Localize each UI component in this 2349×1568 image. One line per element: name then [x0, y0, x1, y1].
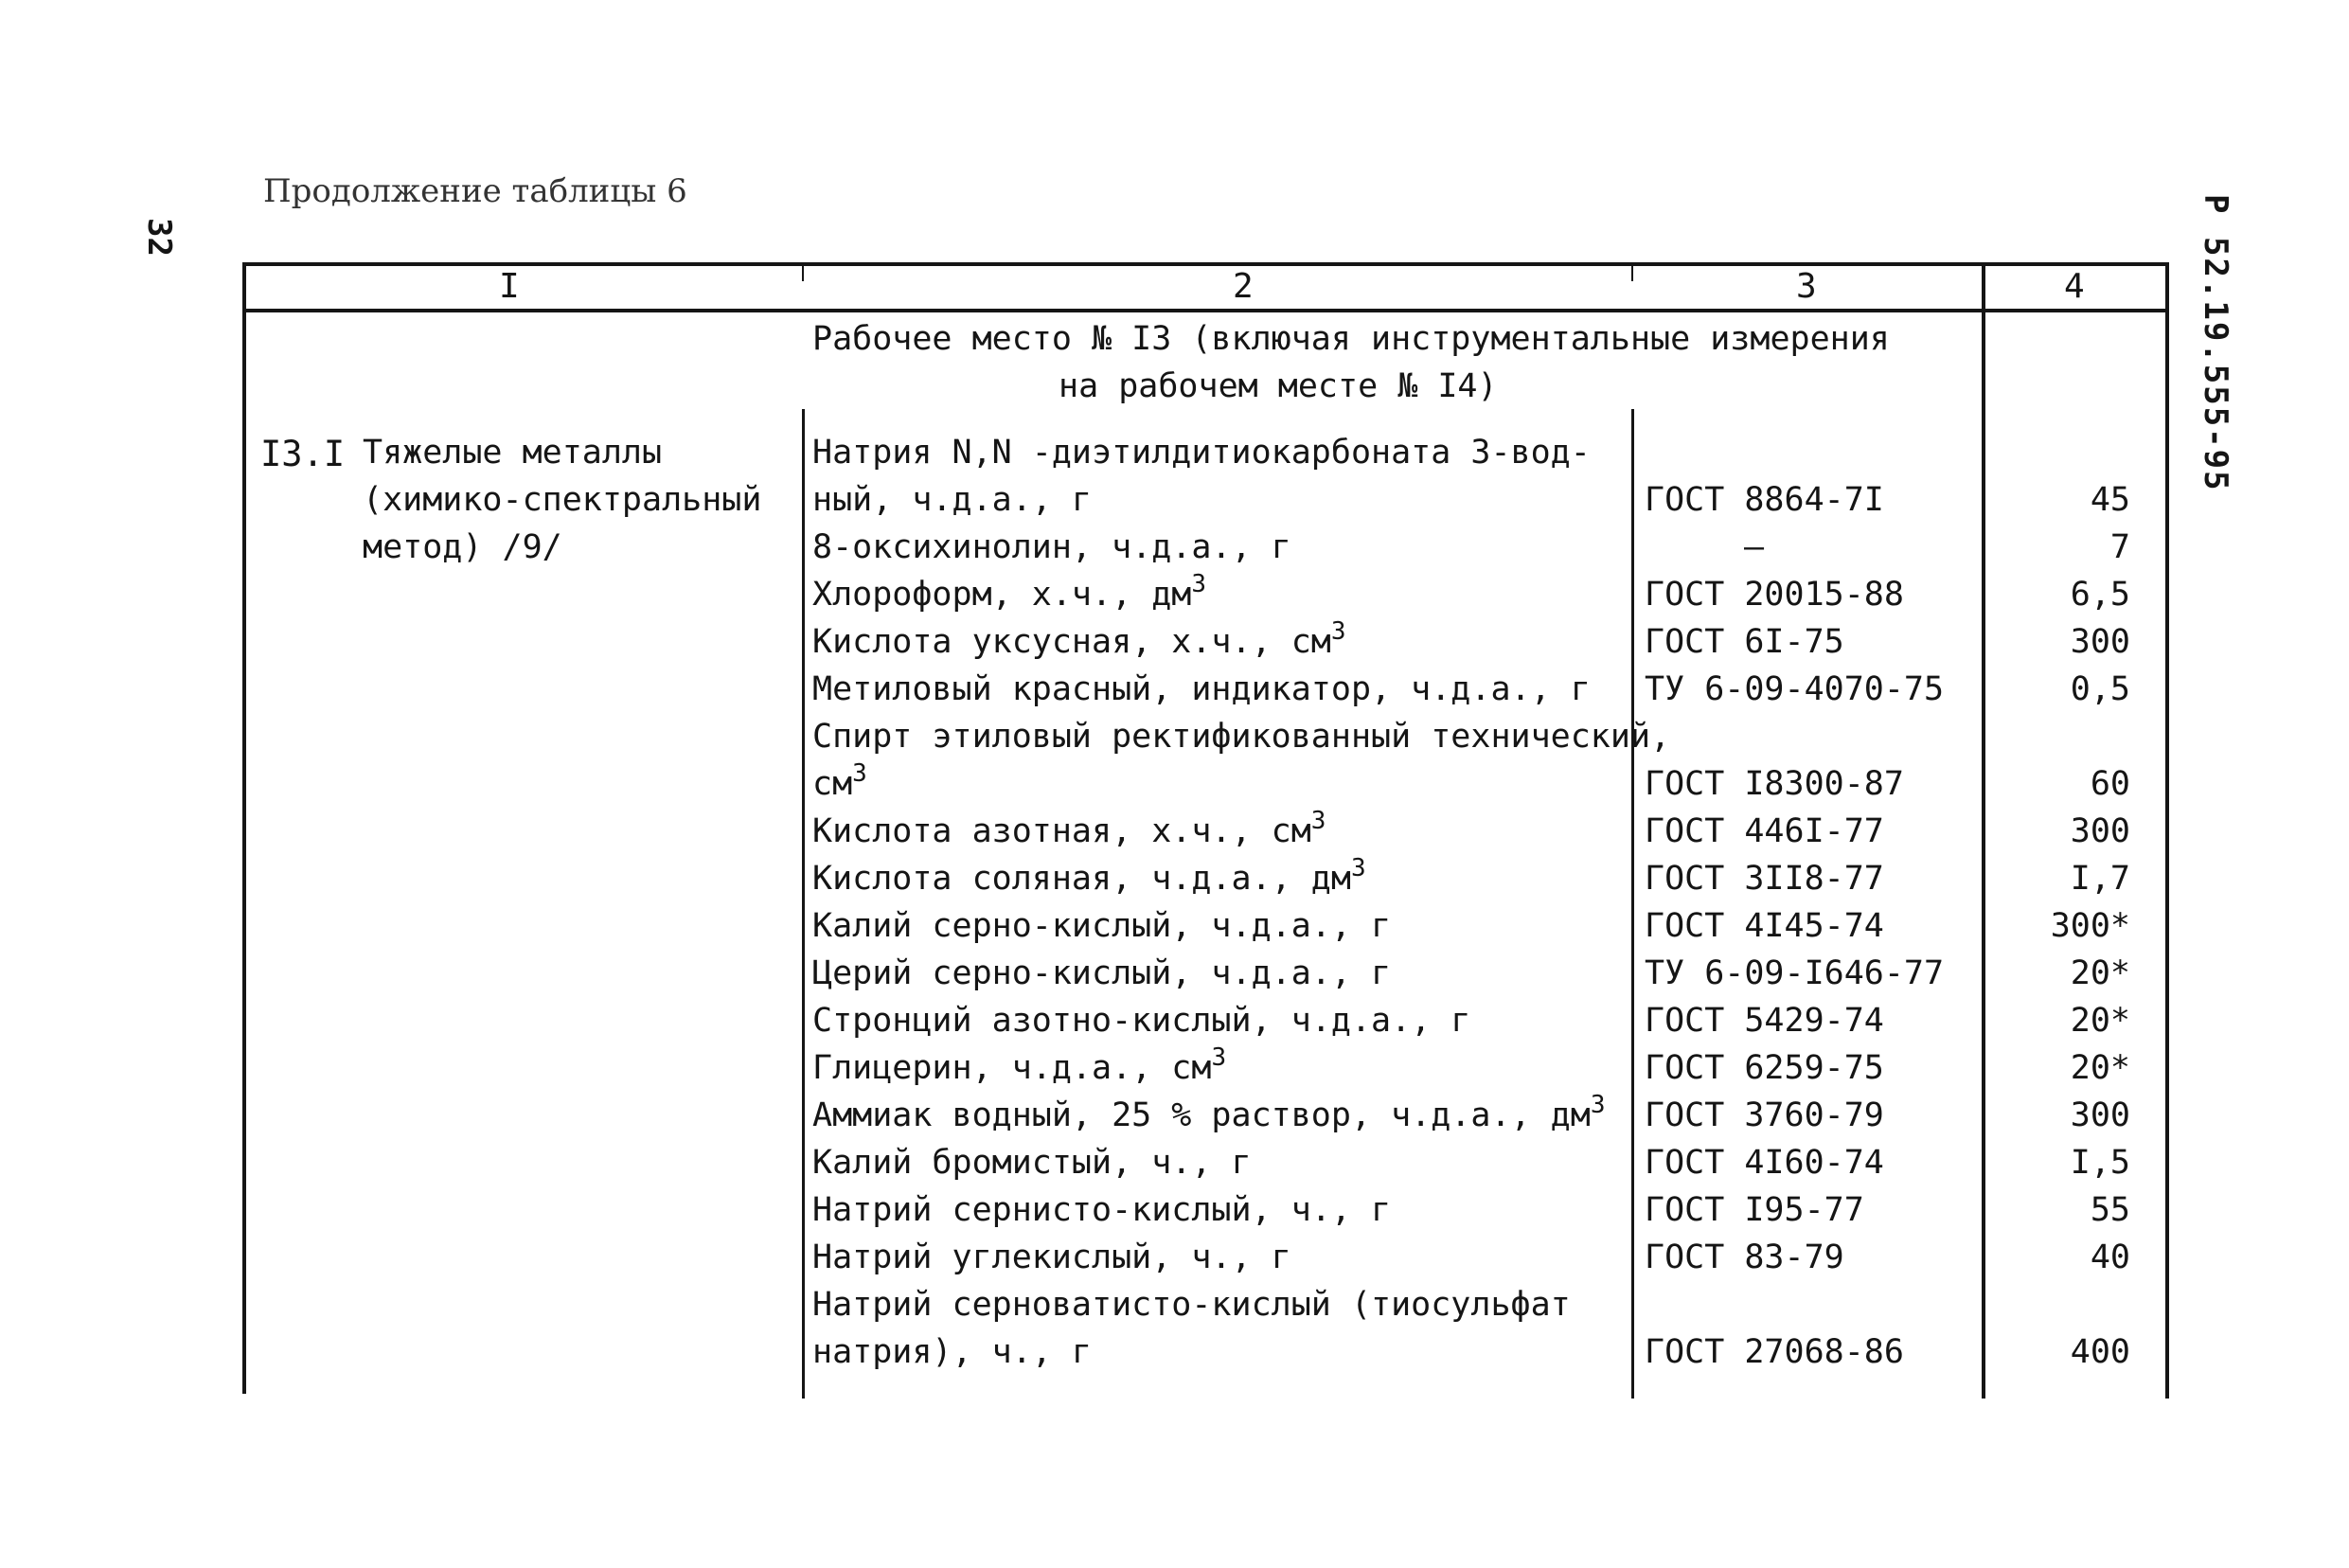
reagent-name-text: Натрий сернисто-кислый, ч., г	[812, 1191, 1392, 1229]
reagent-name	[812, 807, 1326, 850]
reagent-quantity: 20*	[2070, 1002, 2130, 1040]
section-heading-line-1: Рабочее место № I3 (включая инструментальные измерения	[812, 320, 1890, 358]
table-right-border	[2165, 262, 2169, 1399]
reagent-quantity: 0,5	[2070, 670, 2130, 708]
column-divider-2	[1631, 262, 1633, 281]
reagent-name-text: Аммиак водный, 25 % раствор, ч.д.а., дм	[812, 1096, 1591, 1134]
reagent-name	[812, 1144, 1252, 1182]
unit-exponent: 3	[1590, 1091, 1606, 1119]
reagent-standard: ГОСТ 6259-75	[1645, 1049, 1884, 1087]
reagent-name-text: Глицерин, ч.д.а., см	[812, 1049, 1212, 1087]
reagent-name	[812, 481, 1092, 519]
reagent-standard: ТУ 6-09-4070-75	[1645, 670, 1945, 708]
reagent-standard: ГОСТ 83-79	[1645, 1238, 1844, 1276]
header-bottom-border	[242, 309, 2169, 312]
reagent-standard: ГОСТ 3II8-77	[1645, 860, 1884, 898]
unit-exponent: 3	[852, 759, 867, 788]
header-col-3: 3	[1796, 267, 1817, 306]
reagent-name-text: 8-оксихинолин, ч.д.а., г	[812, 528, 1291, 566]
column-divider-1-body	[802, 409, 805, 1399]
reagent-quantity: 300*	[2050, 907, 2130, 945]
reagent-name-text: Хлороформ, х.ч., дм	[812, 576, 1192, 614]
reagent-name-text: Натрия N,N -диэтилдитиокарбоната 3-вод-	[812, 434, 1591, 472]
reagent-name-text: Кислота уксусная, х.ч., см	[812, 623, 1331, 661]
section-heading-line-2: на рабочем месте № I4)	[1059, 367, 1498, 405]
reagent-name	[812, 670, 1591, 708]
reagent-quantity: I,7	[2070, 860, 2130, 898]
reagent-standard: ГОСТ 20015-88	[1645, 576, 1904, 614]
header-col-2: 2	[1233, 267, 1254, 306]
reagent-standard: ГОСТ 8864-7I	[1645, 481, 1884, 519]
item-title-line-1: Тяжелые металлы	[363, 434, 663, 472]
reagent-name-text: Калий серно-кислый, ч.д.а., г	[812, 907, 1392, 945]
reagent-quantity: 6,5	[2070, 576, 2130, 614]
reagent-name	[812, 434, 1591, 472]
item-title-line-2: (химико-спектральный	[363, 481, 762, 519]
table-top-border	[242, 262, 2169, 266]
column-divider-1	[802, 262, 804, 281]
page-number: 32	[140, 218, 178, 257]
reagent-name-text: Кислота азотная, х.ч., см	[812, 812, 1311, 850]
reagent-name-text: Стронций азотно-кислый, ч.д.а., г	[812, 1002, 1471, 1040]
unit-exponent: 3	[1191, 570, 1207, 598]
reagent-standard: ГОСТ 5429-74	[1645, 1002, 1884, 1040]
reagent-standard: ГОСТ I8300-87	[1645, 765, 1904, 803]
reagent-quantity: 300	[2070, 1096, 2130, 1134]
reagent-name	[812, 1333, 1092, 1371]
reagent-standard: ГОСТ 27068-86	[1645, 1333, 1904, 1371]
reagent-quantity: 400	[2070, 1333, 2130, 1371]
table-caption: Продолжение таблицы 6	[263, 172, 687, 210]
reagent-standard: ГОСТ 4I60-74	[1645, 1144, 1884, 1182]
reagent-name	[812, 954, 1391, 992]
reagent-standard: ГОСТ 4I45-74	[1645, 907, 1884, 945]
reagent-name-text: Церий серно-кислый, ч.д.а., г	[812, 954, 1392, 992]
reagent-quantity: 60	[2090, 765, 2130, 803]
reagent-quantity: I,5	[2070, 1144, 2130, 1182]
column-divider-3	[1982, 262, 1985, 1399]
reagent-name	[812, 617, 1346, 661]
reagent-name	[812, 570, 1207, 614]
reagent-quantity: 20*	[2070, 954, 2130, 992]
unit-exponent: 3	[1330, 617, 1346, 646]
column-divider-2-body	[1631, 409, 1634, 1399]
reagent-name	[812, 854, 1366, 898]
reagent-name-text: ный, ч.д.а., г	[812, 481, 1093, 519]
reagent-standard: ГОСТ 3760-79	[1645, 1096, 1884, 1134]
reagent-name-text: Натрий серноватисто-кислый (тиосульфат	[812, 1286, 1571, 1324]
reagent-name-text: Спирт этиловый ректификованный технический,	[812, 718, 1671, 756]
reagent-name	[812, 1238, 1291, 1276]
reagent-name-text: натрия), ч., г	[812, 1333, 1093, 1371]
reagent-name	[812, 759, 867, 803]
reagent-name	[812, 1002, 1470, 1040]
reagent-quantity: 45	[2090, 481, 2130, 519]
reagent-quantity: 300	[2070, 812, 2130, 850]
item-number: I3.I	[260, 434, 346, 474]
reagent-standard: ГОСТ 446I-77	[1645, 812, 1884, 850]
reagent-quantity: 55	[2090, 1191, 2130, 1229]
reagent-name-text: Кислота соляная, ч.д.а., дм	[812, 860, 1351, 898]
reagent-standard: ГОСТ I95-77	[1645, 1191, 1864, 1229]
reagent-name	[812, 1191, 1391, 1229]
reagent-name-text: Калий бромистый, ч., г	[812, 1144, 1252, 1182]
unit-exponent: 3	[1350, 854, 1366, 882]
reagent-name	[812, 528, 1291, 566]
header-col-1: I	[499, 267, 520, 306]
reagent-name	[812, 1286, 1571, 1324]
reagent-quantity: 20*	[2070, 1049, 2130, 1087]
reagent-name-text: см	[812, 765, 853, 803]
unit-exponent: 3	[1211, 1043, 1227, 1072]
item-title-line-3: метод) /9/	[363, 528, 562, 566]
reagent-quantity: 7	[2109, 528, 2130, 566]
reagent-name	[812, 1043, 1227, 1087]
document-number: Р 52.19.555-95	[2197, 194, 2234, 492]
reagent-quantity: 40	[2090, 1238, 2130, 1276]
table-left-border	[242, 262, 246, 1394]
unit-exponent: 3	[1310, 807, 1326, 835]
reagent-name-text: Метиловый красный, индикатор, ч.д.а., г	[812, 670, 1591, 708]
reagent-name	[812, 907, 1391, 945]
reagent-standard: —	[1744, 528, 1765, 566]
reagent-standard: ГОСТ 6I-75	[1645, 623, 1844, 661]
reagent-standard: ТУ 6-09-I646-77	[1645, 954, 1945, 992]
header-col-4: 4	[2064, 267, 2085, 306]
reagent-name-text: Натрий углекислый, ч., г	[812, 1238, 1291, 1276]
reagent-name	[812, 1091, 1606, 1134]
reagent-quantity: 300	[2070, 623, 2130, 661]
reagent-name	[812, 718, 1670, 756]
